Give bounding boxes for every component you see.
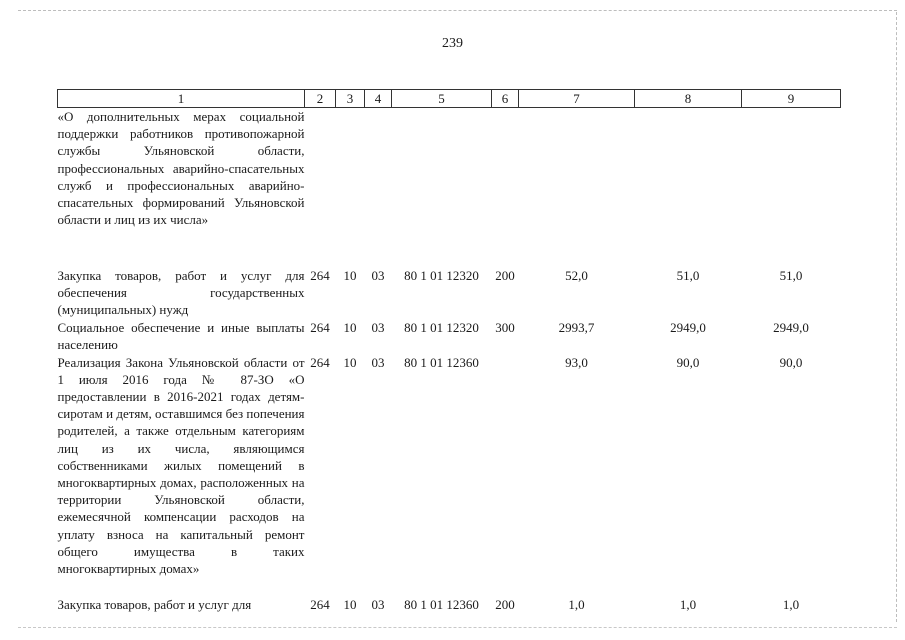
- cell-section: 10: [343, 319, 357, 335]
- cell-amount-year1: 52,0: [565, 267, 588, 283]
- scan-frame-bottom: [18, 627, 897, 628]
- column-header: 2: [305, 90, 336, 108]
- table-row: [58, 267, 841, 319]
- cell-amount-year3: 51,0: [779, 267, 803, 283]
- cell-amount-year3: [742, 108, 841, 267]
- cell-amount-year1: 1,0: [568, 596, 585, 612]
- cell-amount-year2: 2949,0: [670, 319, 706, 335]
- cell-grbs: [305, 108, 336, 267]
- column-header: 3: [336, 90, 365, 108]
- cell-target-article: 80 1 01 12360: [404, 596, 479, 612]
- row-description: Социальное обеспечение и иные выплаты населению: [57, 319, 305, 352]
- cell-section: 10: [343, 596, 357, 612]
- cell-subsection: 03: [371, 319, 385, 335]
- column-header: 8: [635, 90, 742, 108]
- cell-grbs: 264: [310, 596, 330, 612]
- column-header: 7: [519, 90, 635, 108]
- table-row: [58, 108, 841, 267]
- cell-subsection: [365, 108, 392, 267]
- cell-section: 10: [343, 354, 357, 370]
- cell-section: 10: [343, 267, 357, 283]
- cell-amount-year2: 90,0: [676, 354, 700, 370]
- cell-section: [336, 108, 365, 267]
- cell-amount-year2: 51,0: [676, 267, 700, 283]
- cell-target-article: 80 1 01 12320: [404, 319, 479, 335]
- table-header-row: [58, 90, 841, 108]
- cell-subsection: 03: [371, 596, 385, 612]
- row-description: «О дополнительных мерах социальной поддержки работников противопожарной службы Ульяновской области, профессиональных аварийно-спасательных служб и профессиональных аварийно-спасательных формирований Ульяновской области и лиц из их числа»: [57, 109, 305, 228]
- cell-amount-year1: 2993,7: [558, 319, 595, 335]
- cell-amount-year2: 1,0: [679, 596, 697, 612]
- scan-frame-right: [896, 12, 897, 622]
- cell-grbs: 264: [310, 267, 330, 283]
- cell-grbs: 264: [310, 354, 330, 370]
- scan-frame-top: [18, 10, 897, 11]
- cell-amount-year1: [519, 108, 635, 267]
- row-description: Реализация Закона Ульяновской области от 1 июля 2016 года № 87-ЗО «О предоставлении в 2016-2021 годах детям-сиротам и детям, оставшимся без попечения родителей, а также отдельным категориям лиц из их числа, являющимся собственниками жилых помещений в многоквартирных домах, расположенных на территории Ульяновской области, ежемесячной компенсации расходов на уплату взноса на капитальный ремонт общего имущества в таких многоквартирных домах»: [57, 354, 305, 576]
- column-header: 1: [58, 90, 305, 108]
- column-header: 6: [492, 90, 519, 108]
- column-header: 9: [742, 90, 841, 108]
- cell-amount-year1: 93,0: [565, 354, 588, 370]
- cell-target-article: 80 1 01 12320: [404, 267, 479, 283]
- column-header: 5: [392, 90, 492, 108]
- cell-target-article: [392, 108, 492, 267]
- cell-grbs: 264: [310, 319, 330, 335]
- cell-expense-type: 300: [495, 319, 515, 335]
- table-row: [58, 596, 841, 614]
- cell-amount-year3: 1,0: [782, 596, 800, 612]
- cell-expense-type: [492, 108, 519, 267]
- cell-amount-year3: 90,0: [779, 354, 803, 370]
- cell-expense-type: 200: [495, 267, 515, 283]
- table-row: [58, 354, 841, 596]
- row-description: Закупка товаров, работ и услуг для обеспечения государственных (муниципальных) нужд: [57, 267, 305, 317]
- row-description: Закупка товаров, работ и услуг для: [57, 596, 252, 612]
- cell-subsection: 03: [371, 354, 385, 370]
- cell-amount-year3: 2949,0: [773, 319, 809, 335]
- cell-subsection: 03: [371, 267, 385, 283]
- cell-expense-type: [492, 354, 519, 596]
- cell-expense-type: 200: [495, 596, 515, 612]
- budget-table: [57, 89, 841, 614]
- page-number: 239: [442, 36, 463, 51]
- cell-target-article: 80 1 01 12360: [404, 354, 479, 370]
- table-row: [58, 319, 841, 354]
- column-header: 4: [365, 90, 392, 108]
- cell-amount-year2: [635, 108, 742, 267]
